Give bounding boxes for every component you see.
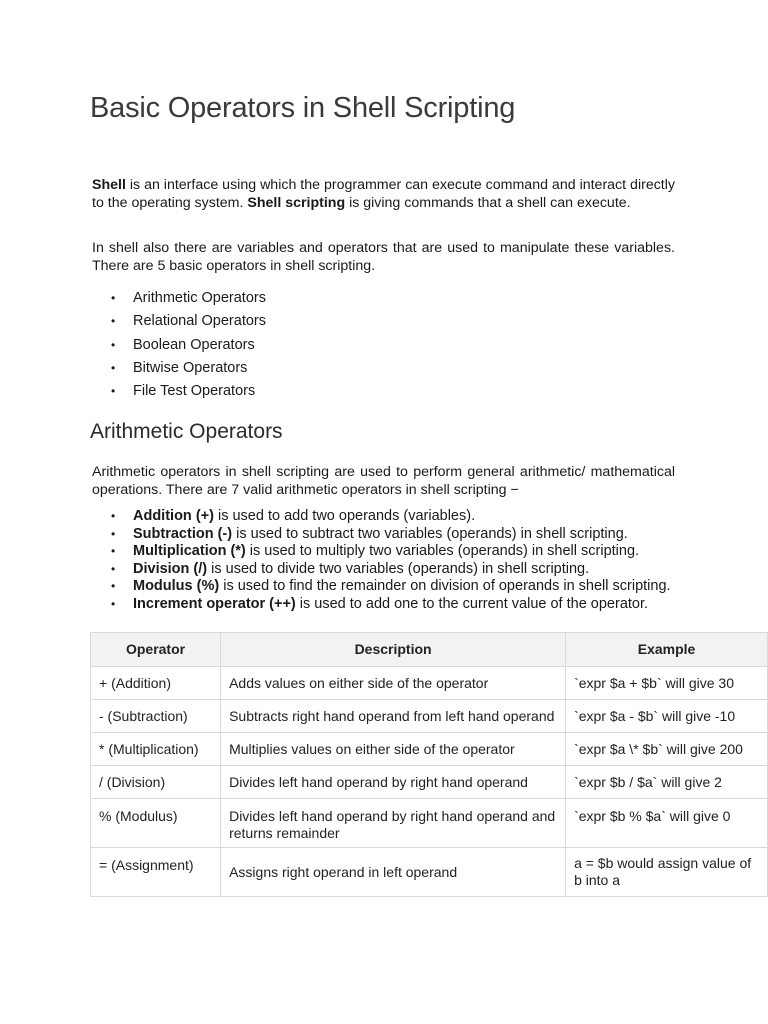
- bullet-icon: •: [111, 384, 116, 399]
- operator-desc: is used to subtract two variables (operands) in shell scripting.: [232, 525, 628, 542]
- table-cell: `expr $b % $a` will give 0: [566, 799, 768, 848]
- intro-paragraph-2: In shell also there are variables and operators that are used to manipulate these variables. There are 5 basic operators in shell scripting.: [92, 240, 675, 274]
- table-cell: * (Multiplication): [91, 733, 221, 766]
- bullet-icon: •: [111, 291, 116, 305]
- operator-types-list: [92, 289, 692, 405]
- bullet-icon: •: [111, 579, 116, 593]
- intro-text-2: is giving commands that a shell can execute.: [345, 195, 631, 211]
- column-header-operator: Operator: [91, 633, 221, 667]
- list-item-label: Boolean Operators: [133, 336, 255, 353]
- table-cell: a = $b would assign value of b into a: [566, 848, 768, 897]
- table-cell: + (Addition): [91, 667, 221, 700]
- table-cell: % (Modulus): [91, 799, 221, 848]
- list-item: [92, 382, 692, 405]
- operator-term: Multiplication (*): [133, 543, 246, 559]
- bullet-icon: •: [111, 561, 116, 576]
- column-header-description: Description: [221, 633, 566, 667]
- list-item-label: Bitwise Operators: [133, 359, 248, 376]
- list-item: [92, 561, 677, 579]
- table-cell: Subtracts right hand operand from left hand operand: [221, 700, 566, 733]
- shell-scripting-term: Shell scripting: [247, 195, 346, 211]
- list-item: [92, 289, 692, 312]
- table-row: [91, 667, 768, 700]
- list-item: [92, 359, 692, 382]
- table-header-row: [91, 633, 768, 667]
- list-item: [92, 508, 677, 526]
- table-cell: `expr $a \* $b` will give 200: [566, 733, 768, 766]
- table-cell: - (Subtraction): [91, 700, 221, 733]
- list-item: [92, 543, 677, 561]
- bullet-icon: •: [111, 544, 116, 558]
- table-cell: Assigns right operand in left operand: [221, 848, 566, 897]
- bullet-icon: •: [111, 337, 116, 352]
- operator-term: Addition (+): [133, 508, 214, 524]
- arithmetic-intro-paragraph: Arithmetic operators in shell scripting are used to perform general arithmetic/ mathematical operations. There are 7 valid arithmetic operators in shell scripting −: [92, 464, 675, 498]
- operator-term: Increment operator (++): [133, 595, 296, 612]
- section-heading-arithmetic: Arithmetic Operators: [90, 420, 283, 443]
- table-row: [91, 766, 768, 799]
- shell-term: Shell: [92, 177, 126, 193]
- list-item: [92, 526, 677, 544]
- table-row: [91, 799, 768, 848]
- arithmetic-operators-table: [90, 632, 768, 897]
- page-title: Basic Operators in Shell Scripting: [90, 92, 516, 124]
- operator-term: Modulus (%): [133, 578, 220, 594]
- list-item: [92, 596, 677, 614]
- intro-paragraph-1: [92, 176, 675, 212]
- operator-term: Division (/): [133, 560, 208, 577]
- operator-desc: is used to add one to the current value of the operator.: [295, 595, 649, 612]
- table-row: [91, 848, 768, 897]
- list-item: [92, 312, 692, 335]
- table-cell: / (Division): [91, 766, 221, 799]
- list-item-label: Relational Operators: [133, 313, 266, 330]
- bullet-icon: •: [111, 314, 116, 329]
- list-item-label: File Test Operators: [133, 383, 256, 400]
- arithmetic-operators-list: [92, 508, 677, 613]
- table-cell: Multiplies values on either side of the operator: [221, 733, 566, 766]
- bullet-icon: •: [111, 509, 116, 523]
- table-row: [91, 733, 768, 766]
- operator-term: Subtraction (-): [133, 525, 233, 542]
- table-cell: `expr $b / $a` will give 2: [566, 766, 768, 799]
- list-item: [92, 578, 677, 596]
- operator-desc: is used to add two operands (variables).: [213, 508, 476, 524]
- operator-desc: is used to find the remainder on division of operands in shell scripting.: [219, 578, 671, 594]
- bullet-icon: •: [111, 360, 116, 375]
- list-item: [92, 336, 692, 359]
- bullet-icon: •: [111, 596, 116, 611]
- table-cell: Divides left hand operand by right hand operand: [221, 766, 566, 799]
- table-row: [91, 700, 768, 733]
- operator-desc: is used to divide two variables (operands) in shell scripting.: [207, 560, 590, 577]
- column-header-example: Example: [566, 633, 768, 667]
- table-cell: `expr $a - $b` will give -10: [566, 700, 768, 733]
- list-item-label: Arithmetic Operators: [133, 290, 266, 306]
- table-cell: = (Assignment): [91, 848, 221, 897]
- intro-text-1: is an interface using which the programmer can execute command and interact directly to the operating system.: [92, 177, 675, 211]
- table-cell: Divides left hand operand by right hand operand and returns remainder: [221, 799, 566, 848]
- table-cell: `expr $a + $b` will give 30: [566, 667, 768, 700]
- table-cell: Adds values on either side of the operator: [221, 667, 566, 700]
- bullet-icon: •: [111, 526, 116, 541]
- operator-desc: is used to multiply two variables (operands) in shell scripting.: [245, 543, 640, 559]
